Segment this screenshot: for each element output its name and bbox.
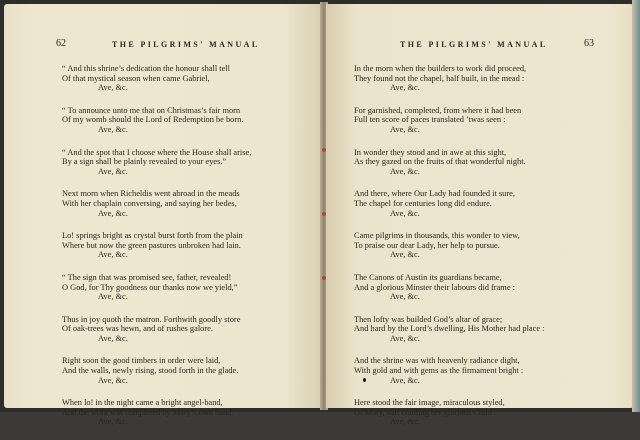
refrain-line: Ave, &c. — [98, 208, 128, 218]
stanza — [354, 398, 545, 427]
verse-line: Of that mystical season when came Gabriel, — [62, 73, 210, 83]
stanza — [354, 148, 545, 177]
verse-line: Right soon the good timbers in order were laid, — [62, 356, 221, 366]
stanza — [354, 189, 545, 218]
page-number-left: 62 — [56, 38, 66, 49]
right-page — [326, 4, 634, 427]
left-page — [4, 4, 322, 427]
verse-line: Came pilgrims in thousands, this wonder to view, — [354, 231, 520, 241]
binding-thread-hole — [322, 276, 326, 280]
verse-line: With gold and with gems as the firmament bright : — [354, 366, 524, 376]
refrain-line: Ave, &c. — [390, 417, 420, 427]
binding-thread-hole — [322, 148, 326, 152]
verse-line: O God, for Thy goodness our thanks now we yield,” — [62, 282, 238, 292]
verse-line: And there, where Our Lady had founded it sure, — [354, 189, 515, 199]
verse-line: Then lofty was builded God’s altar of grace; — [354, 314, 503, 324]
verse-line: The Canons of Austin its guardians became, — [354, 272, 502, 282]
verse-line: Of Mary, soft cradling her glorious Child . — [354, 407, 497, 417]
stanza — [354, 356, 545, 385]
refrain-line: Ave, &c. — [98, 292, 128, 302]
refrain-line: Ave, &c. — [98, 417, 128, 427]
refrain-line: Ave, &c. — [98, 124, 128, 134]
stanza — [62, 189, 251, 218]
verse-line: And hard by the Lord’s dwelling, His Mother had place : — [354, 324, 545, 334]
stanza — [354, 106, 545, 135]
verse-line: When lo! in the night came a bright angel-band, — [62, 398, 223, 408]
verse-line: Lo! springs bright as crystal burst forth from the plain — [62, 231, 243, 241]
verse-line: They found not the chapel, half built, in the mead : — [354, 73, 525, 83]
verse-line: “ To announce unto me that on Christmas’s fair morn — [62, 105, 241, 115]
verse-line: “ The sign that was promised see, father, revealed! — [62, 272, 232, 282]
refrain-line: Ave, &c. — [98, 250, 128, 260]
verse-line: The chapel for centuries long did endure. — [354, 198, 492, 208]
verse-line: In the morn when the builders to work did proceed, — [354, 64, 527, 73]
stanza — [62, 231, 251, 260]
running-header-left: THE PILGRIMS' MANUAL — [112, 40, 260, 49]
refrain-line: Ave, &c. — [390, 208, 420, 218]
refrain-line: Ave, &c. — [98, 166, 128, 176]
verse-line: And the shrine was with heavenly radiance dight, — [354, 356, 520, 366]
verse-line: “ And this shrine’s dedication the honour shall tell — [62, 64, 230, 73]
refrain-line: Ave, &c. — [390, 375, 420, 385]
refrain-line: Ave, &c. — [390, 166, 420, 176]
verse-line: “ And the spot that I choose where the House shall arise, — [62, 147, 252, 157]
book-edge — [632, 0, 640, 412]
stanza — [354, 64, 545, 93]
verse-line: Here stood the fair image, miraculous styled, — [354, 398, 505, 408]
verse-line: For garnished, completed, from where it had been — [354, 105, 522, 115]
stanza — [354, 231, 545, 260]
verse-line: And a glorious Minster their labours did frame : — [354, 282, 515, 292]
verse-line: With her chaplain conversing, and saying her bedes, — [62, 198, 237, 208]
verse-line: In wonder they stood and in awe at this sight, — [354, 147, 507, 157]
running-header-right: THE PILGRIMS' MANUAL — [400, 40, 548, 49]
verse-line: Full ten score of paces translated ’twas seen : — [354, 115, 506, 125]
refrain-line: Ave, &c. — [390, 124, 420, 134]
refrain-line: Ave, &c. — [390, 83, 420, 93]
refrain-line: Ave, &c. — [98, 375, 128, 385]
verse-line: Of oak-trees was hewn, and of rushes galore. — [62, 324, 213, 334]
page-number-right: 63 — [584, 38, 594, 49]
verse-line: Next morn when Richeldis went abroad in the meads — [62, 189, 240, 199]
verse-line: And the walls, newly rising, stood forth in the glade. — [62, 366, 239, 376]
verse-line: By a sign shall be plainly revealed to your eyes.” — [62, 157, 227, 167]
stanza — [62, 356, 251, 385]
refrain-line: Ave, &c. — [390, 333, 420, 343]
verse-line: Of my womb should the Lord of Redemption be born. — [62, 115, 244, 125]
binding-thread-hole — [322, 212, 326, 216]
stanza — [62, 315, 251, 344]
poem-text-left — [62, 64, 251, 440]
poem-text-right — [354, 64, 545, 440]
refrain-line: Ave, &c. — [98, 333, 128, 343]
refrain-line: Ave, &c. — [98, 83, 128, 93]
verse-line: And the work was completed by Mary’s own hand. — [62, 407, 234, 417]
stanza — [354, 315, 545, 344]
refrain-line: Ave, &c. — [390, 250, 420, 260]
verse-line: Thus in joy quoth the matron. Forthwith goodly store — [62, 314, 241, 324]
stanza — [62, 398, 251, 427]
ink-mark — [363, 378, 366, 382]
verse-line: Where but now the green pastures unbroken had lain. — [62, 240, 241, 250]
refrain-line: Ave, &c. — [390, 292, 420, 302]
stanza — [62, 273, 251, 302]
stanza — [354, 273, 545, 302]
stanza — [62, 106, 251, 135]
verse-line: To praise our dear Lady, her help to pursue. — [354, 240, 500, 250]
verse-line: As they gazed on the fruits of that wonderful night. — [354, 157, 526, 167]
stanza — [62, 148, 251, 177]
stanza — [62, 64, 251, 93]
